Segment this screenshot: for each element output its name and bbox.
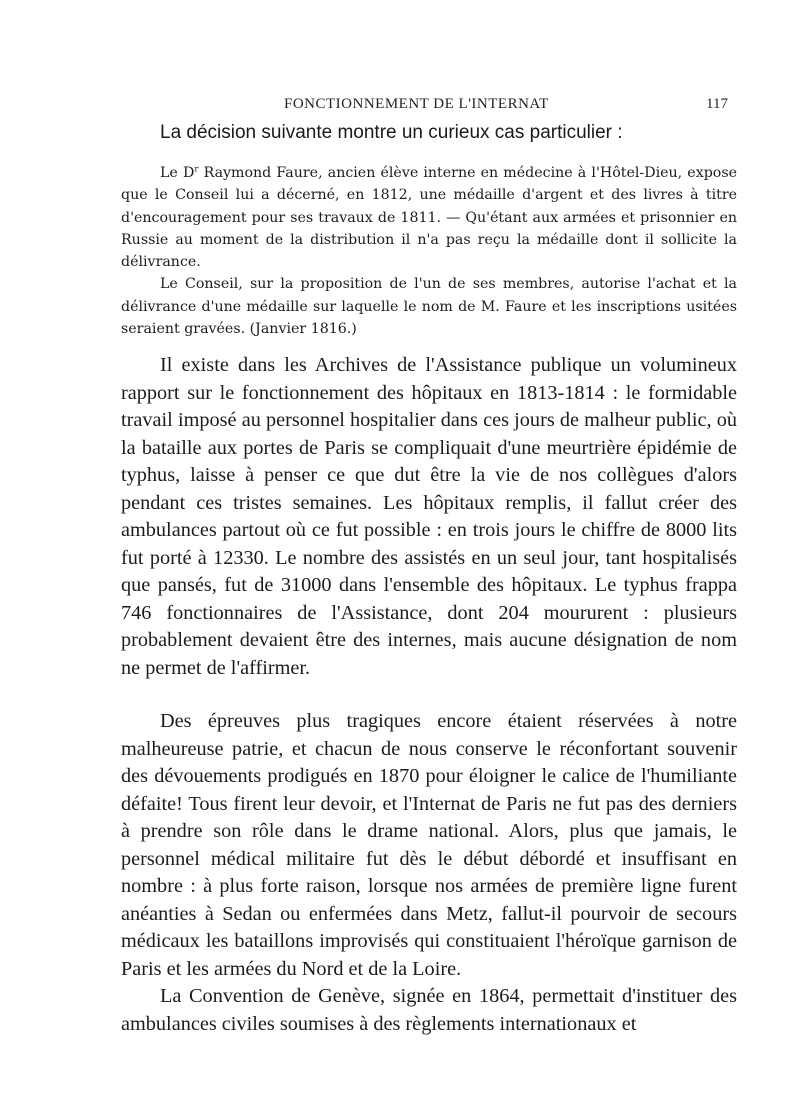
body-paragraph-3: La Convention de Genève, signée en 1864, permettait d'instituer des ambulances civiles soumises à des règlements internationaux et bbox=[121, 985, 737, 1035]
quote-paragraph-2: Le Conseil, sur la proposition de l'un de ses membres, autorise l'achat et la délivrance d'une médaille sur laquelle le nom de M. Faure et les inscriptions usitées seraient gravées. (Janvier 1816.) bbox=[121, 276, 737, 338]
running-title: FONCTIONNEMENT DE L'INTERNAT bbox=[284, 96, 549, 112]
body-paragraph-1: Il existe dans les Archives de l'Assistance publique un volumineux rapport sur le fonctionnement des hôpitaux en 1813-1814 : le formidable travail imposé au personnel hospitalier dans ces jours de malheur public, où la bataille aux portes de Paris se compliquait d'une meurtrière épidémie de typhus, laisse à penser ce que dut être la vie de nos collègues d'alors pendant ces tristes semaines. Les hôpitaux remplis, il fallut créer des ambulances partout où ce fut possible : en trois jours le chiffre de 8000 lits fut porté à 12330. Le nombre des assistés en un seul jour, tant hospitalisés que pansés, fut de 31000 dans l'ensemble des hôpitaux. Le typhus frappa 746 fonctionnaires de l'Assistance, dont 204 moururent : plusieurs probablement devaient être des internes, mais aucune désignation de nom ne permet de l'affirmer. bbox=[121, 354, 737, 679]
quote-paragraph-1-text: Raymond Faure, ancien élève interne en médecine à l'Hôtel-Dieu, expose que le Conseil lui a décerné, en 1812, une médaille d'argent et des livres à titre d'encouragement pour ses travaux de 1811. — Qu'étant aux armées et prisonnier en Russie au moment de la distribution il n'a pas reçu la médaille dont il sollicite la délivrance. bbox=[121, 165, 737, 271]
page-number: 117 bbox=[706, 96, 728, 112]
body-paragraph-2: Des épreuves plus tragiques encore étaient réservées à notre malheureuse patrie, et chacun de nous conserve le réconfortant souvenir des dévouements prodigués en 1870 pour éloigner le calice de l'humiliante défaite! Tous firent leur devoir, et l'Internat de Paris ne fut pas des derniers à prendre son rôle dans le drame national. Alors, plus que jamais, le personnel médical militaire fut dès le début débordé et insuffisant en nombre : à plus forte raison, lorsque nos armées de première ligne furent anéanties à Sedan ou enfermées dans Metz, fallut-il pourvoir de secours médicaux les bataillons improvisés qui constituaient l'héroïque garnison de Paris et les armées du Nord et de la Loire. bbox=[121, 710, 737, 980]
salutation-prefix: Le D bbox=[160, 165, 195, 181]
quote-paragraph-1 bbox=[121, 162, 737, 273]
salutation-superscript: r bbox=[194, 164, 199, 175]
quoted-decision bbox=[121, 162, 737, 340]
main-text bbox=[121, 352, 737, 1038]
running-head bbox=[122, 96, 732, 116]
intro-line: La décision suivante montre un curieux cas particulier : bbox=[160, 122, 623, 143]
